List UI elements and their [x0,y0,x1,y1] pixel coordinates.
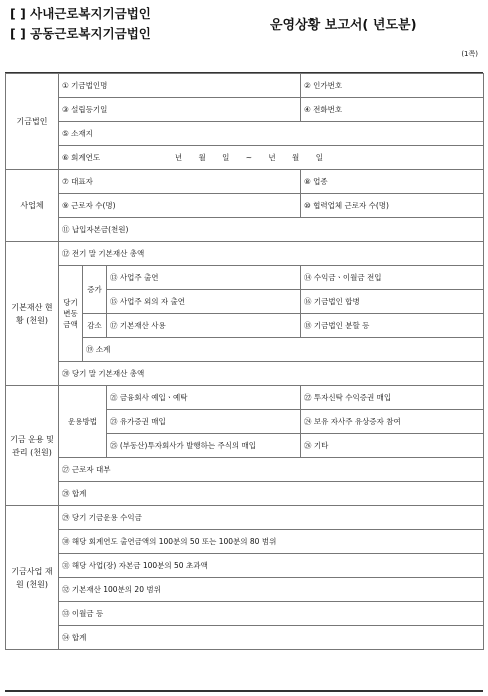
field-phone[interactable]: ④ 전화번호 [301,98,484,122]
field-asset-20pct[interactable]: ㉜ 기본재산 100분의 20 범위 [59,578,484,602]
field-approval-no[interactable]: ② 인가번호 [301,74,484,98]
field-worker-loan[interactable]: ㉗ 근로자 대부 [59,458,484,482]
field-fund-split[interactable]: ⑱ 기금법인 분할 등 [301,314,484,338]
field-third-party-contribution[interactable]: ⑮ 사업주 외의 자 출연 [107,290,301,314]
section-fund-label: 기금법인 [6,74,59,170]
field-contribution-range[interactable]: ㉚ 해당 회계연도 출연금액의 100분의 50 또는 100분의 80 범위 [59,530,484,554]
field-operating-income[interactable]: ㉙ 당기 기금운용 수익금 [59,506,484,530]
report-form [5,73,484,650]
field-treasury-stock[interactable]: ㉔ 보유 자사주 유상증자 참여 [301,410,484,434]
bottom-rule [5,690,483,692]
field-fiscal-year[interactable] [59,146,484,170]
field-income-transfer[interactable]: ⑭ 수익금ㆍ이월금 전입 [301,266,484,290]
section-funding-label: 기금사업 재원 (천원) [6,506,59,650]
field-reg-date[interactable]: ③ 설립등기일 [59,98,301,122]
decrease-label: 감소 [83,314,107,338]
field-reit-shares[interactable]: ㉕ (부동산)투자회사가 발행하는 주식의 매입 [107,434,301,458]
section-operation-label: 기금 운용 및 관리 (천원) [6,386,59,506]
increase-label: 증가 [83,266,107,314]
field-capital[interactable]: ⑪ 납입자본금(천원) [59,218,484,242]
section-business-label: 사업체 [6,170,59,242]
field-funding-total[interactable]: ㉞ 합계 [59,626,484,650]
field-partner-workers[interactable]: ⑩ 협력업체 근로자 수(명) [301,194,484,218]
field-address[interactable]: ⑤ 소재지 [59,122,484,146]
field-securities-purchase[interactable]: ㉓ 유가증권 매입 [107,410,301,434]
field-capital-excess[interactable]: ㉛ 해당 사업(장) 자본금 100분의 50 초과액 [59,554,484,578]
fund-type-in-house[interactable]: [ ] 사내근로복지기금법인 [10,6,151,21]
fund-type-joint[interactable]: [ ] 공동근로복지기금법인 [10,26,151,41]
field-subtotal[interactable]: ⑲ 소계 [83,338,484,362]
field-end-total[interactable]: ⑳ 당기 말 기본재산 총액 [59,362,484,386]
method-label: 운용방법 [59,386,107,458]
field-asset-use[interactable]: ⑰ 기본재산 사용 [107,314,301,338]
field-fund-name[interactable]: ① 기금법인명 [59,74,301,98]
page-number: (1쪽) [461,50,478,58]
field-carryover[interactable]: ㉝ 이월금 등 [59,602,484,626]
field-fund-merger[interactable]: ⑯ 기금법인 합병 [301,290,484,314]
change-amount-label: 당기 변동 금액 [59,266,83,362]
field-representative[interactable]: ⑦ 대표자 [59,170,301,194]
form-header [10,2,480,42]
field-employer-contribution[interactable]: ⑬ 사업주 출연 [107,266,301,290]
field-prev-total[interactable]: ⑫ 전기 말 기본재산 총액 [59,242,484,266]
field-financial-deposit[interactable]: ㉑ 금융회사 예입ㆍ예탁 [107,386,301,410]
section-assets-label: 기본재산 현황 (천원) [6,242,59,386]
field-operation-total[interactable]: ㉘ 합계 [59,482,484,506]
fiscal-year-range: 년 월 일 ~ 년 월 일 [174,153,323,162]
field-workers[interactable]: ⑨ 근로자 수(명) [59,194,301,218]
form-title: 운영상황 보고서( 년도분) [270,18,417,33]
field-trust-purchase[interactable]: ㉒ 투자신탁 수익증권 매입 [301,386,484,410]
field-other[interactable]: ㉖ 기타 [301,434,484,458]
field-industry[interactable]: ⑧ 업종 [301,170,484,194]
fiscal-year-label: ⑥ 회계연도 [62,153,101,162]
